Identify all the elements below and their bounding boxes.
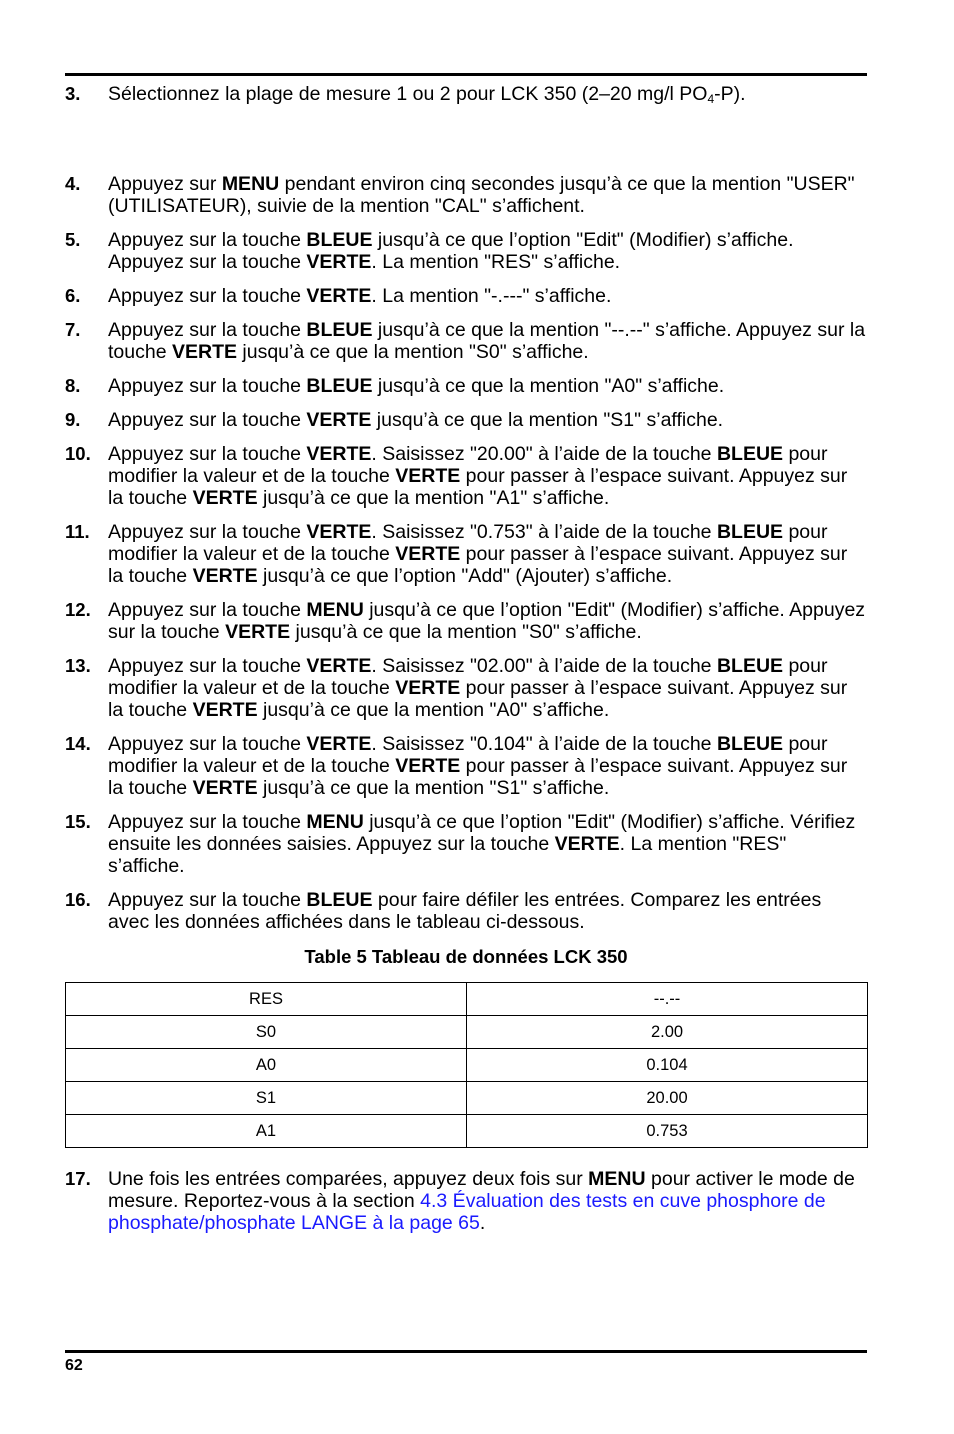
table-cell-key: A1 [66,1115,467,1148]
step-number: 15. [65,811,91,832]
step-number: 16. [65,889,91,910]
step-text: Appuyez sur la touche BLEUE pour faire défiler les entrées. Comparez les entrées avec les données affichées dans le tableau ci-dessous. [108,889,822,933]
table-cell-value: --.-- [467,983,868,1016]
step-15 [65,811,867,877]
page-number: 62 [65,1357,83,1374]
step-number: 12. [65,599,91,620]
step-number: 11. [65,521,90,542]
header-rule [65,73,867,76]
step-text: Appuyez sur la touche BLEUE jusqu’à ce que l’option "Edit" (Modifier) s’affiche. Appuyez sur la touche VERTE. La mention "RES" s’affiche. [108,229,794,273]
step-text: Appuyez sur la touche VERTE. Saisissez "0.753" à l’aide de la touche BLEUE pour modifier la valeur et de la touche VERTE pour passer à l’espace suivant. Appuyez sur la touche VERTE jusqu’à ce que l’option "Add" (Ajouter) s’affiche. [108,521,848,587]
footer-rule [65,1350,867,1353]
step-5 [65,229,867,273]
table-cell-value: 0.753 [467,1115,868,1148]
step-10 [65,443,867,509]
page-content [65,83,867,1234]
data-table [65,982,868,1148]
step-text: Appuyez sur MENU pendant environ cinq secondes jusqu’à ce que la mention "USER" (UTILISATEUR), suivie de la mention "CAL" s’affichent. [108,173,855,217]
table-caption: Table 5 Tableau de données LCK 350 [304,946,628,967]
step-13 [65,655,867,721]
table-cell-key: A0 [66,1049,467,1082]
step-14 [65,733,867,799]
step-text: Appuyez sur la touche BLEUE jusqu’à ce que la mention "A0" s’affiche. [108,375,725,397]
table-row [66,1115,868,1148]
table-cell-key: RES [66,983,467,1016]
step-text: Appuyez sur la touche VERTE. Saisissez "02.00" à l’aide de la touche BLEUE pour modifier la valeur et de la touche VERTE pour passer à l’espace suivant. Appuyez sur la touche VERTE jusqu’à ce que la mention "A0" s’affiche. [108,655,848,721]
step-16 [65,889,867,933]
table-cell-key: S0 [66,1016,467,1049]
step-12 [65,599,867,643]
step-text: Sélectionnez la plage de mesure 1 ou 2 pour LCK 350 (2–20 mg/l $PO_4-P$). [108,83,746,106]
step-7 [65,319,867,363]
step-text: Appuyez sur la touche MENU jusqu’à ce que l’option "Edit" (Modifier) s’affiche. Vérifiez ensuite les données saisies. Appuyez sur la touche VERTE. La mention "RES" s’affiche. [108,811,856,877]
step-3 [65,83,867,105]
step-17 [65,1168,867,1234]
table-row [66,1049,868,1082]
step-number: 10. [65,443,91,464]
table-cell-value: 0.104 [467,1049,868,1082]
step-number: 9. [65,409,81,430]
table-row [66,1082,868,1115]
step-6 [65,285,867,307]
step-11 [65,521,867,587]
table-cell-key: S1 [66,1082,467,1115]
table-cell-value: 2.00 [467,1016,868,1049]
step-4 [65,173,867,217]
step-number: 3. [65,83,81,104]
step-text: Appuyez sur la touche BLEUE jusqu’à ce que la mention "--.--" s’affiche. Appuyez sur la touche VERTE jusqu’à ce que la mention "S0" s’affiche. [108,319,866,363]
table-cell-value: 20.00 [467,1082,868,1115]
step-number: 8. [65,375,81,396]
step-number: 5. [65,229,81,250]
step-text: Appuyez sur la touche VERTE. La mention "-.---" s’affiche. [108,285,612,307]
step-number: 14. [65,733,91,754]
step-text: Appuyez sur la touche MENU jusqu’à ce que l’option "Edit" (Modifier) s’affiche. Appuyez sur la touche VERTE jusqu’à ce que la mention "S0" s’affiche. [108,599,866,643]
section-link[interactable]: 4.3 Évaluation des tests en cuve phosphore de phosphate/phosphate LANGE à la page 65 [108,1190,826,1234]
step-9 [65,409,867,431]
step-text: Appuyez sur la touche VERTE jusqu’à ce que la mention "S1" s’affiche. [108,409,724,431]
step-text: Appuyez sur la touche VERTE. Saisissez "0.104" à l’aide de la touche BLEUE pour modifier la valeur et de la touche VERTE pour passer à l’espace suivant. Appuyez sur la touche VERTE jusqu’à ce que la mention "S1" s’affiche. [108,733,848,799]
step-text: Une fois les entrées comparées, appuyez deux fois sur MENU pour activer le mode de mesure. Reportez-vous à la section 4.3 Évaluation des tests en cuve phosphore de phosphate/phosphate LANGE à la page 65. [108,1168,855,1234]
step-number: 17. [65,1168,91,1189]
step-text: Appuyez sur la touche VERTE. Saisissez "20.00" à l’aide de la touche BLEUE pour modifier la valeur et de la touche VERTE pour passer à l’espace suivant. Appuyez sur la touche VERTE jusqu’à ce que la mention "A1" s’affiche. [108,443,848,509]
step-8 [65,375,867,397]
step-number: 7. [65,319,81,340]
table-row [66,983,868,1016]
table-row [66,1016,868,1049]
step-number: 6. [65,285,81,306]
step-number: 13. [65,655,91,676]
step-number: 4. [65,173,81,194]
